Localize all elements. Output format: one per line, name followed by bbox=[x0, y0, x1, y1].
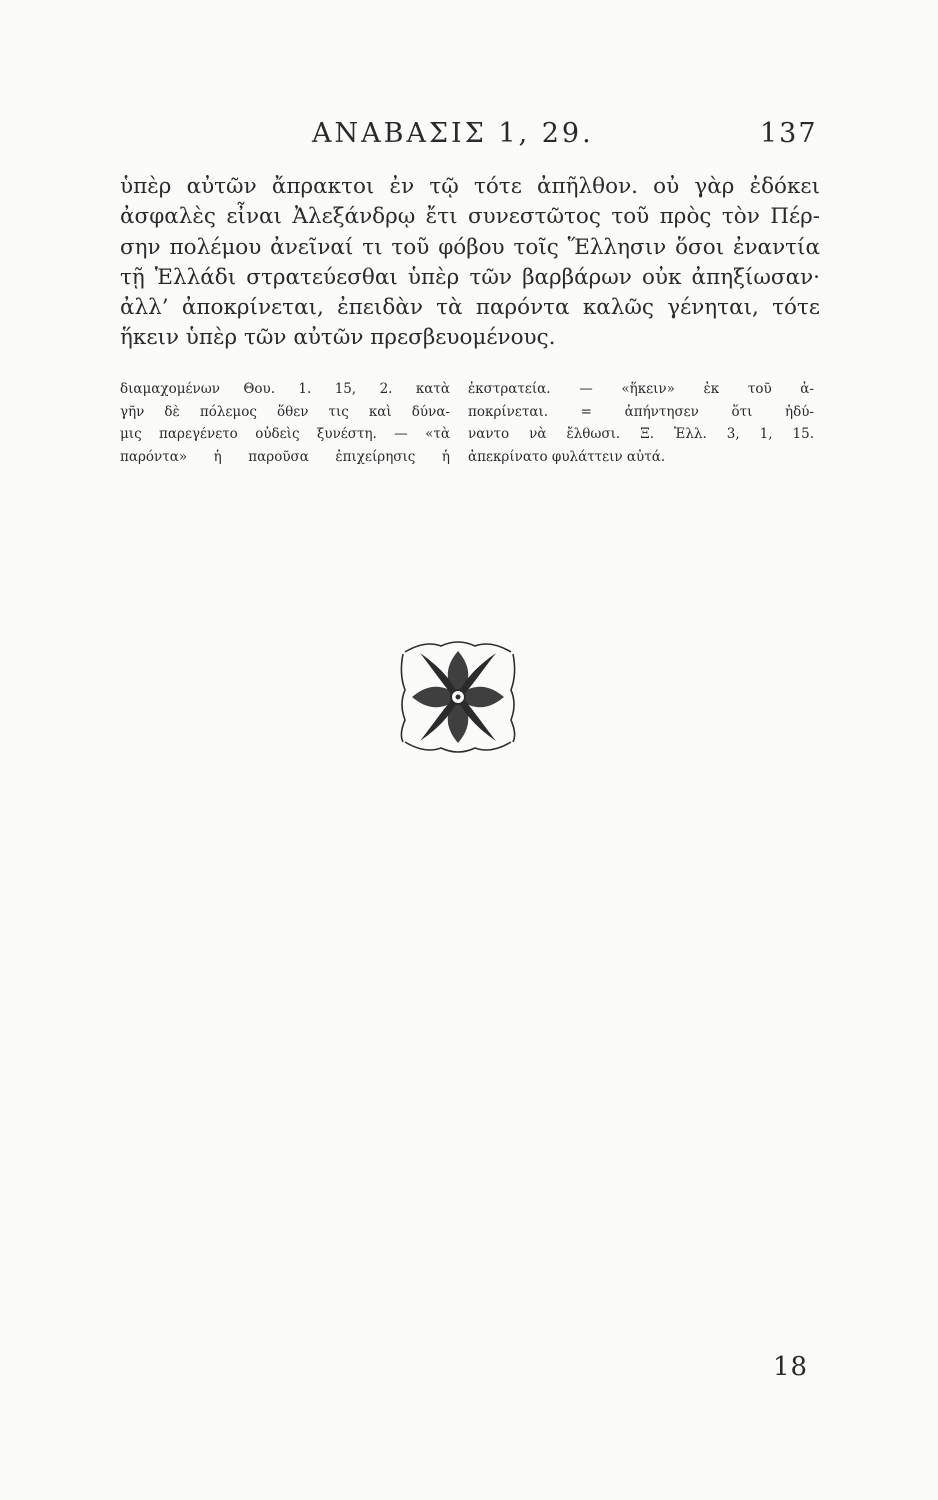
note-line: διαμαχομένων Θου. 1. 15, 2. κατὰ bbox=[120, 381, 450, 397]
footnote-column-right bbox=[468, 378, 814, 468]
main-text-block bbox=[120, 172, 820, 354]
text-line: τῇ Ἑλλάδι στρατεύεσθαι ὑπὲρ τῶν βαρβάρων οὐκ ἀπηξίωσαν· bbox=[120, 264, 820, 290]
text-line: ἥκειν ὑπὲρ τῶν αὐτῶν πρεσβευομένους. bbox=[120, 325, 556, 351]
text-line: σην πολέμου ἀνεῖναί τι τοῦ φόβου τοῖς Ἕλλησιν ὅσοι ἐναντία bbox=[120, 234, 820, 260]
running-head: ΑΝΑΒΑΣΙΣ 1, 29. bbox=[312, 118, 594, 149]
signature-mark: 18 bbox=[773, 1352, 809, 1382]
note-line: γῆν δὲ πόλεμος ὅθεν τις καὶ δύνα- bbox=[120, 403, 450, 420]
text-line: ἀλλ’ ἀποκρίνεται, ἐπειδὰν τὰ παρόντα καλῶς γένηται, τότε bbox=[120, 295, 820, 321]
page-number: 137 bbox=[760, 118, 818, 149]
page-header bbox=[0, 118, 938, 158]
note-line: ἀπεκρίνατο φυλάττειν αὐτά. bbox=[468, 448, 666, 465]
text-line: ἀσφαλὲς εἶναι Ἀλεξάνδρῳ ἔτι συνεστῶτος τοῦ πρὸς τὸν Πέρ- bbox=[120, 204, 820, 230]
note-line: ἐκστρατεία. — «ἥκειν» ἐκ τοῦ ἀ- bbox=[468, 381, 814, 397]
note-line: ποκρίνεται. = ἀπήντησεν ὅτι ἠδύ- bbox=[468, 403, 814, 420]
text-line: ὑπὲρ αὐτῶν ἄπρακτοι ἐν τῷ τότε ἀπῆλθον. οὐ γὰρ ἐδόκει bbox=[120, 174, 820, 199]
note-line: μις παρεγένετο οὐδεὶς ξυνέστη. — «τὰ bbox=[120, 426, 450, 442]
note-line: παρόντα» ἡ παροῦσα ἐπιχείρησις ἡ bbox=[120, 448, 450, 465]
footnote-column-left bbox=[120, 378, 450, 468]
note-line: ναντο νὰ ἔλθωσι. Ξ. Ἑλλ. 3, 1, 15. bbox=[468, 426, 814, 442]
floral-ornament-icon bbox=[395, 634, 521, 760]
